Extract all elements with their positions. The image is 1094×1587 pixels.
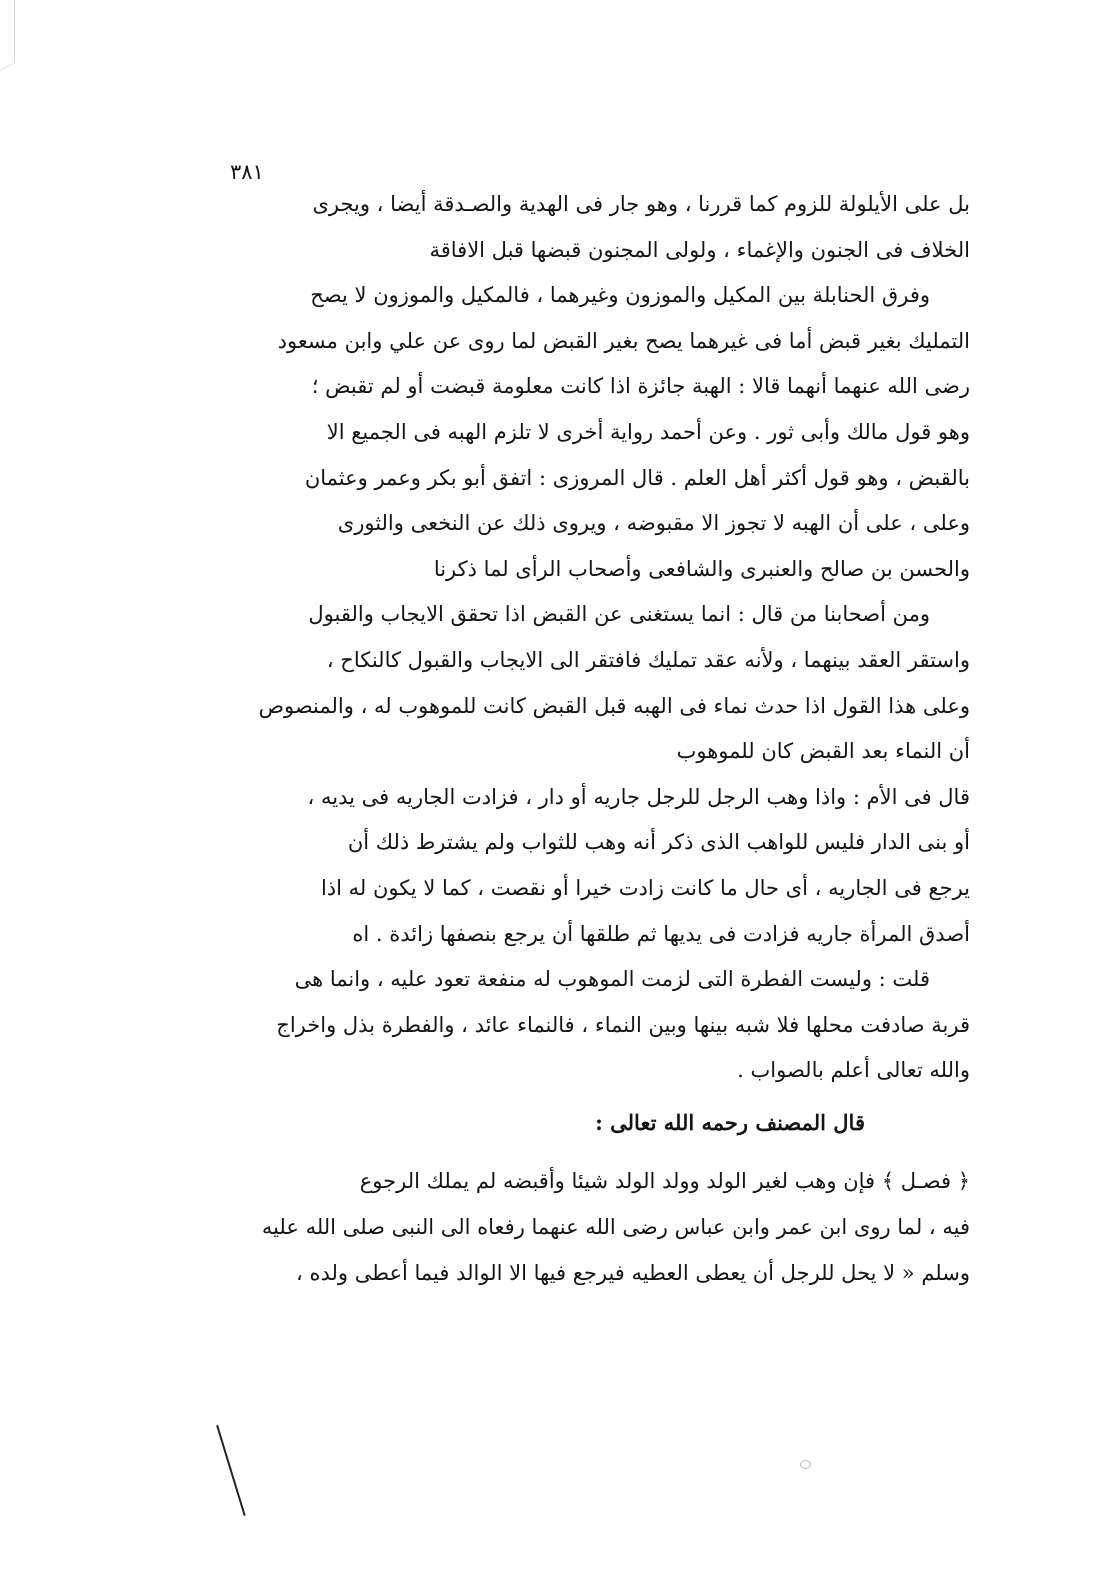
text-line: أن النماء بعد القبض كان للموهوب — [676, 739, 970, 764]
text-line: ﴿ فصـل ﴾ فإن وهب لغير الولد وولد الولد شيئا وأقبضه لم يملك الرجوع — [359, 1169, 970, 1194]
text-line: قال فى الأم : واذا وهب الرجل للرجل جاريه أو دار ، فزادت الجاريه فى يديه ، — [307, 784, 970, 809]
text-line: التمليك بغير قبض أما فى غيرهما يصح بغير القبض لما روى عن علي وابن مسعود — [277, 328, 970, 353]
text-line: والحسن بن صالح والعنبرى والشافعى وأصحاب الرأى لما ذكرنا — [433, 556, 970, 581]
text-line: يرجع فى الجاريه ، أى حال ما كانت زادت خيرا أو نقصت ، كما لا يكون له اذا — [320, 875, 970, 900]
text-line: بل على الأيلولة للزوم كما قررنا ، وهو جار فى الهدية والصـدقة أيضا ، ويجرى — [312, 192, 970, 216]
page-number: ٣٨١ — [230, 160, 264, 184]
text-line: رضى الله عنهما أنهما قالا : الهبة جائزة اذا كانت معلومة قبضت أو لم تقبض ؛ — [311, 374, 970, 399]
text-line: ومن أصحابنا من قال : انما يستغنى عن القبض اذا تحقق الايجاب والقبول — [308, 602, 930, 627]
text-line: وسلم « لا يحل للرجل أن يعطى العطيه فيرجع فيها الا الوالد فيما أعطى ولده ، — [296, 1260, 970, 1285]
text-line: قلت : وليست الفطرة التى لزمت الموهوب له منفعة تعود عليه ، وانما هى — [294, 967, 930, 992]
text-line: فيه ، لما روى ابن عمر وابن عباس رضى الله عنهما رفعاه الى النبى صلى الله عليه — [261, 1215, 970, 1240]
text-line: وهو قول مالك وأبى ثور . وعن أحمد رواية أخرى لا تلزم الهبه فى الجميع الا — [326, 419, 970, 444]
text-line: أو بنى الدار فليس للواهب الذى ذكر أنه وهب للثواب ولم يشترط ذلك أن — [347, 830, 970, 855]
text-line: وفرق الحنابلة بين المكيل والموزون وغيرهما ، فالمكيل والموزون لا يصح — [310, 283, 930, 308]
page-edge-mark — [0, 0, 15, 71]
section-heading: قال المصنف رحمه الله تعالى : — [595, 1109, 865, 1135]
text-line: أصدق المرأة جاريه فزادت فى يديها ثم طلقها أن يرجع بنصفها زائدة . اه — [352, 921, 970, 946]
smudge-mark — [800, 1460, 811, 1469]
text-line: واستقر العقد بينهما ، ولأنه عقد تمليك فافتقر الى الايجاب والقبول كالنكاح ، — [326, 647, 970, 672]
page-text — [205, 182, 970, 1296]
text-line: والله تعالى أعلم بالصواب . — [737, 1058, 970, 1083]
text-line: الخلاف فى الجنون والإغماء ، ولولى المجنون قبضها قبل الافاقة — [429, 237, 970, 262]
text-line: وعلى ، على أن الهبه لا تجوز الا مقبوضه ، ويروى ذلك عن النخعى والثورى — [337, 511, 970, 536]
text-line: قربة صادفت محلها فلا شبه بينها وبين النماء ، فالنماء عائد ، والفطرة بذل واخراج — [276, 1012, 970, 1037]
text-line: بالقبض ، وهو قول أكثر أهل العلم . قال المروزى : اتفق أبو بكر وعمر وعثمان — [304, 465, 970, 490]
text-line: وعلى هذا القول اذا حدث نماء فى الهبه قبل القبض كانت للموهوب له ، والمنصوص — [258, 693, 970, 718]
pen-mark — [216, 1425, 246, 1516]
